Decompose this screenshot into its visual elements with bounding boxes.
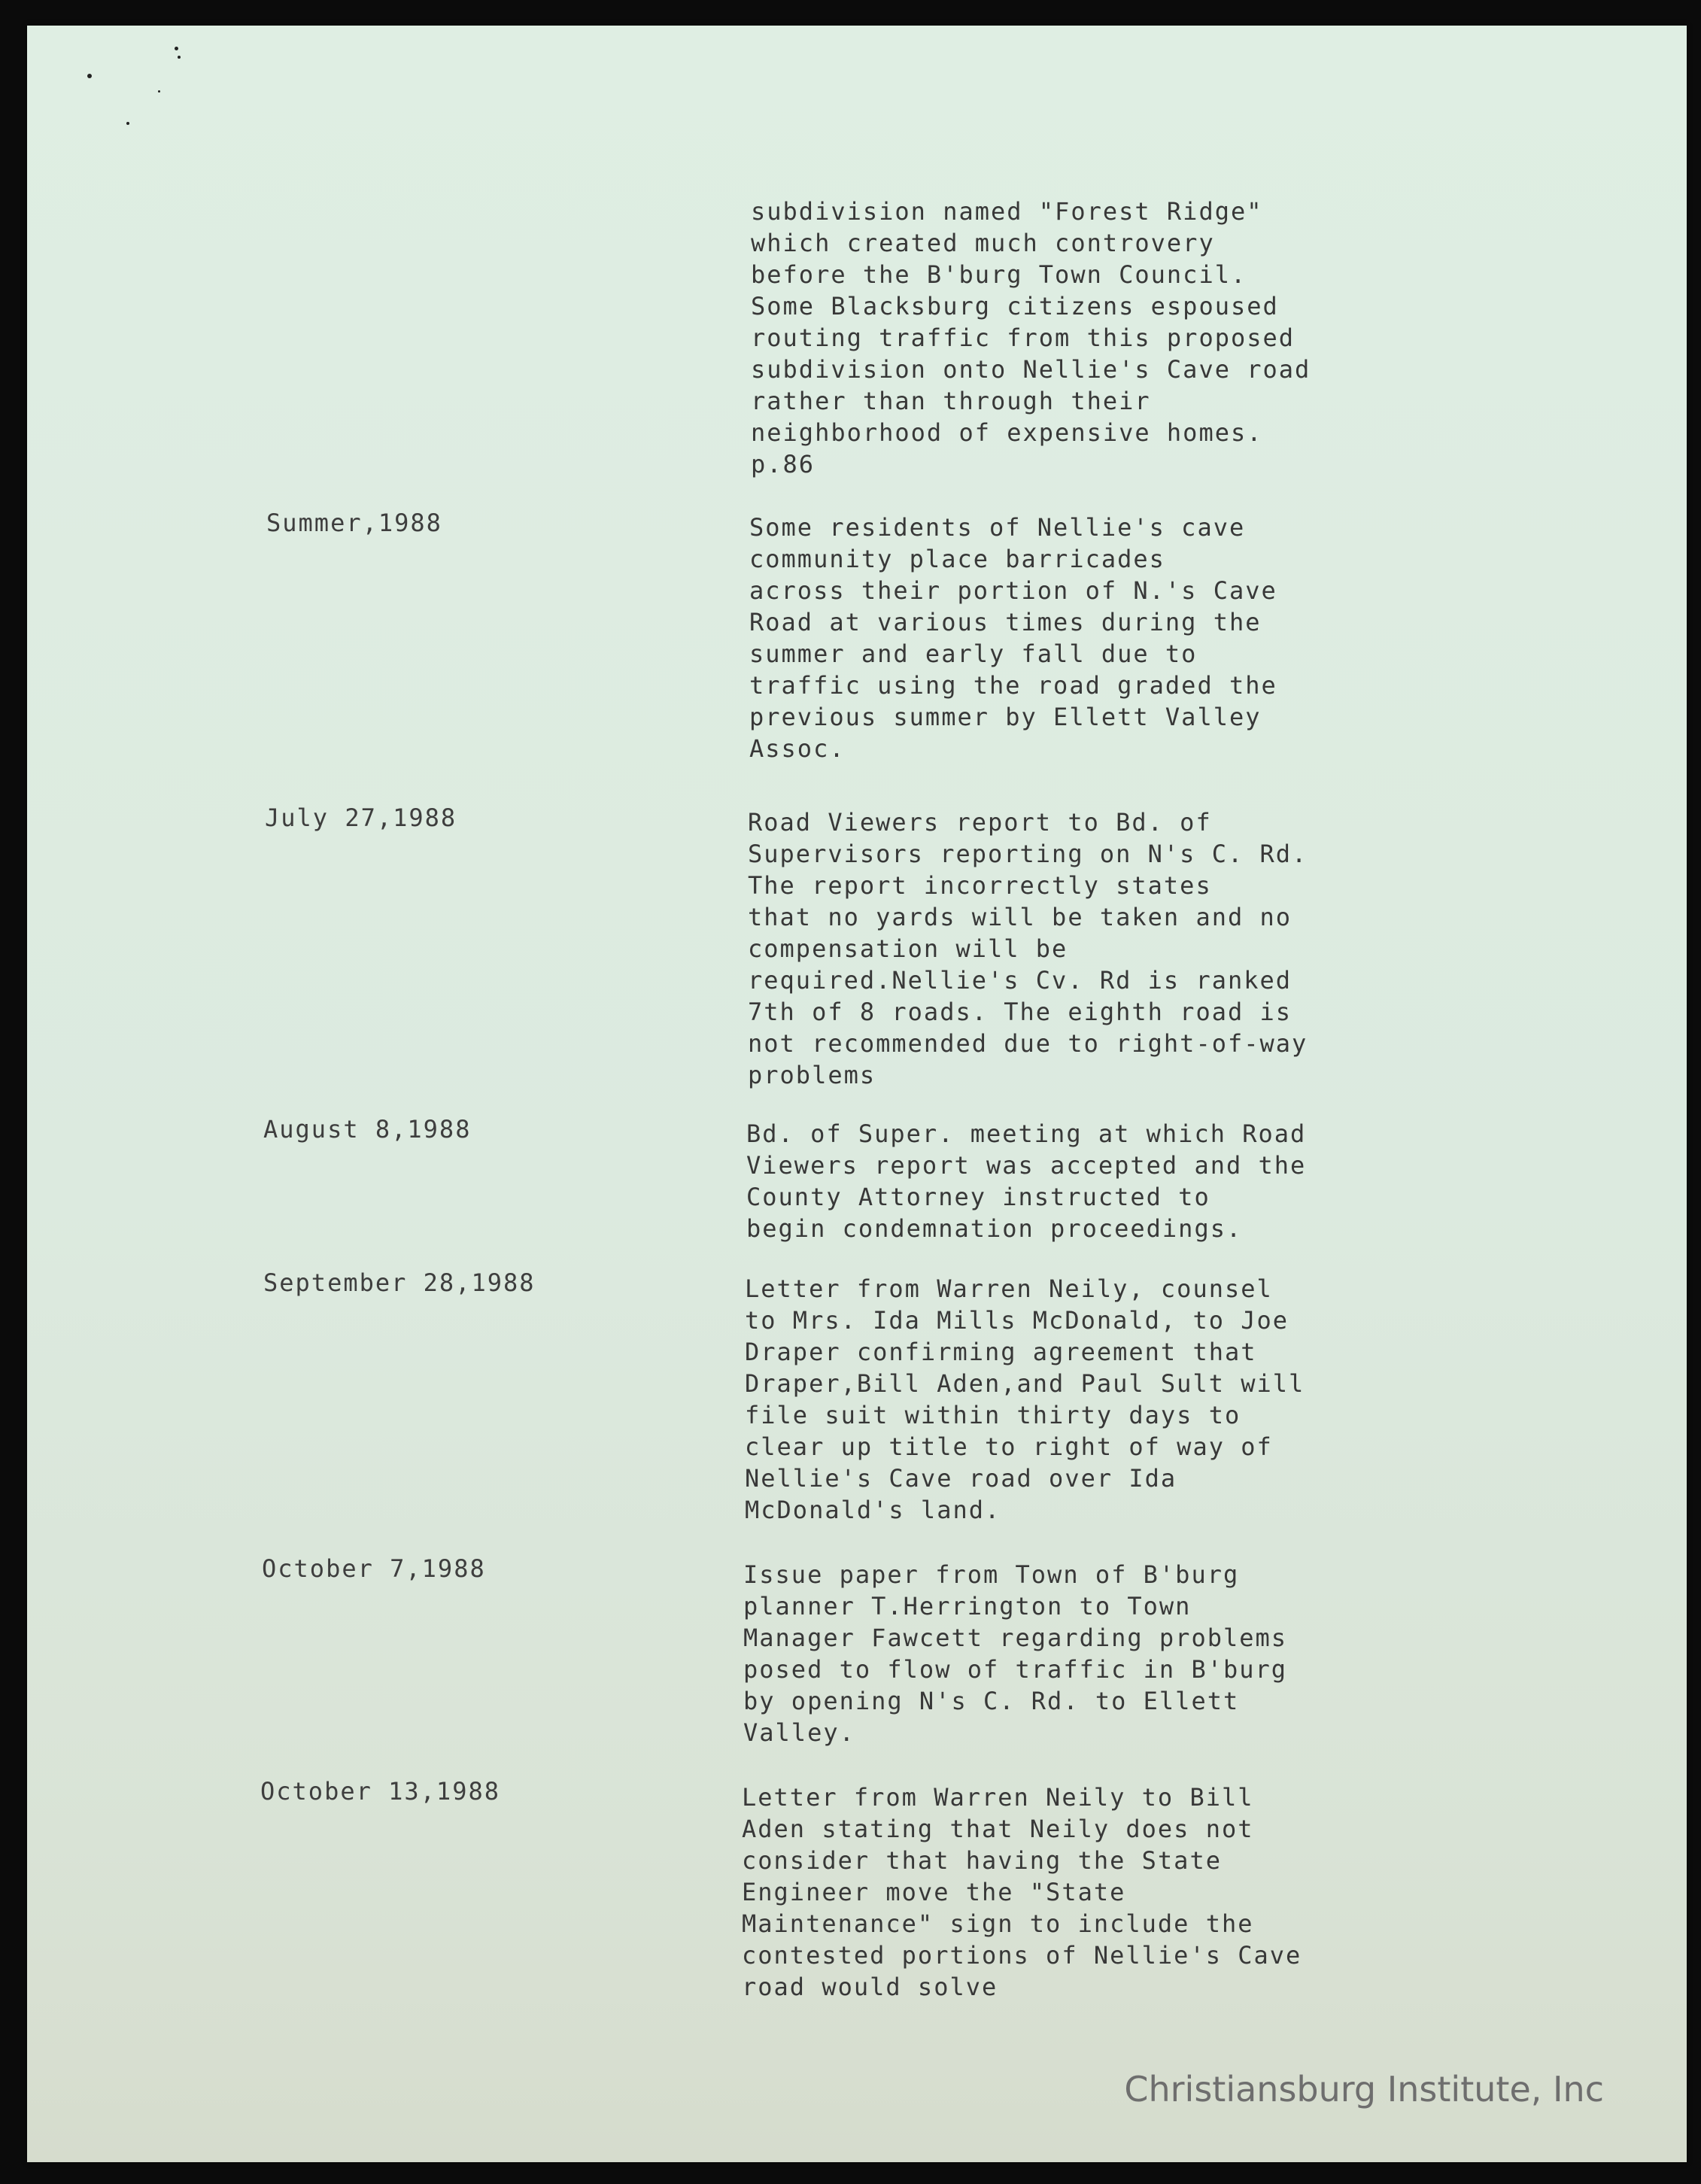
entry-date: August 8,1988 bbox=[263, 1115, 472, 1144]
entry-description: Issue paper from Town of B'burg planner T.Herrington to Town Manager Fawcett regarding problems posed to flow of traffic in B'burg by opening N's C. Rd. to Ellett Valley. bbox=[743, 1560, 1288, 1747]
entry-date: October 13,1988 bbox=[260, 1777, 500, 1806]
entry-description: Road Viewers report to Bd. of Supervisors reporting on N's C. Rd. The report incorrectly states that no yards will be taken and no compensation will be required.Nellie's Cv. Rd is ranked 7th of 8 roads. The eighth road is not recommended due to right-of-way problems bbox=[748, 808, 1308, 1089]
document-page bbox=[27, 26, 1687, 2162]
entry-description: Letter from Warren Neily, counsel to Mrs. Ida Mills McDonald, to Joe Draper confirming agreement that Draper,Bill Aden,and Paul Sult will file suit within thirty days to clear up title to right of way of Nellie's Cave road over Ida McDonald's land. bbox=[745, 1274, 1305, 1524]
paper-speck bbox=[126, 122, 129, 125]
entry-description: Bd. of Super. meeting at which Road Viewers report was accepted and the County Attorney instructed to begin condemnation proceedings. bbox=[746, 1119, 1307, 1243]
entry-date: Summer,1988 bbox=[266, 509, 442, 537]
watermark: Christiansburg Institute, Inc bbox=[1124, 2069, 1604, 2110]
paper-speck bbox=[175, 47, 178, 50]
entry-date: July 27,1988 bbox=[265, 803, 457, 832]
entry-date: October 7,1988 bbox=[262, 1554, 486, 1583]
paper-speck bbox=[178, 56, 181, 59]
entry-date: September 28,1988 bbox=[263, 1268, 536, 1297]
paper-speck bbox=[87, 74, 92, 78]
paper-speck bbox=[158, 90, 160, 93]
entry-description: subdivision named "Forest Ridge" which created much controvery before the B'burg Town Council. Some Blacksburg citizens espoused routing traffic from this proposed subdivision onto Nellie's Cave road rather than through their neighborhood of expensive homes. p.86 bbox=[751, 197, 1311, 478]
entry-description: Letter from Warren Neily to Bill Aden stating that Neily does not consider that having the State Engineer move the "State Maintenance" sign to include the contested portions of Nellie's Cave road would solve bbox=[742, 1783, 1302, 2001]
entry-description: Some residents of Nellie's cave community place barricades across their portion of N.'s Cave Road at various times during the summer and early fall due to traffic using the road graded the previous summer by Ellett Valley Assoc. bbox=[749, 513, 1277, 763]
